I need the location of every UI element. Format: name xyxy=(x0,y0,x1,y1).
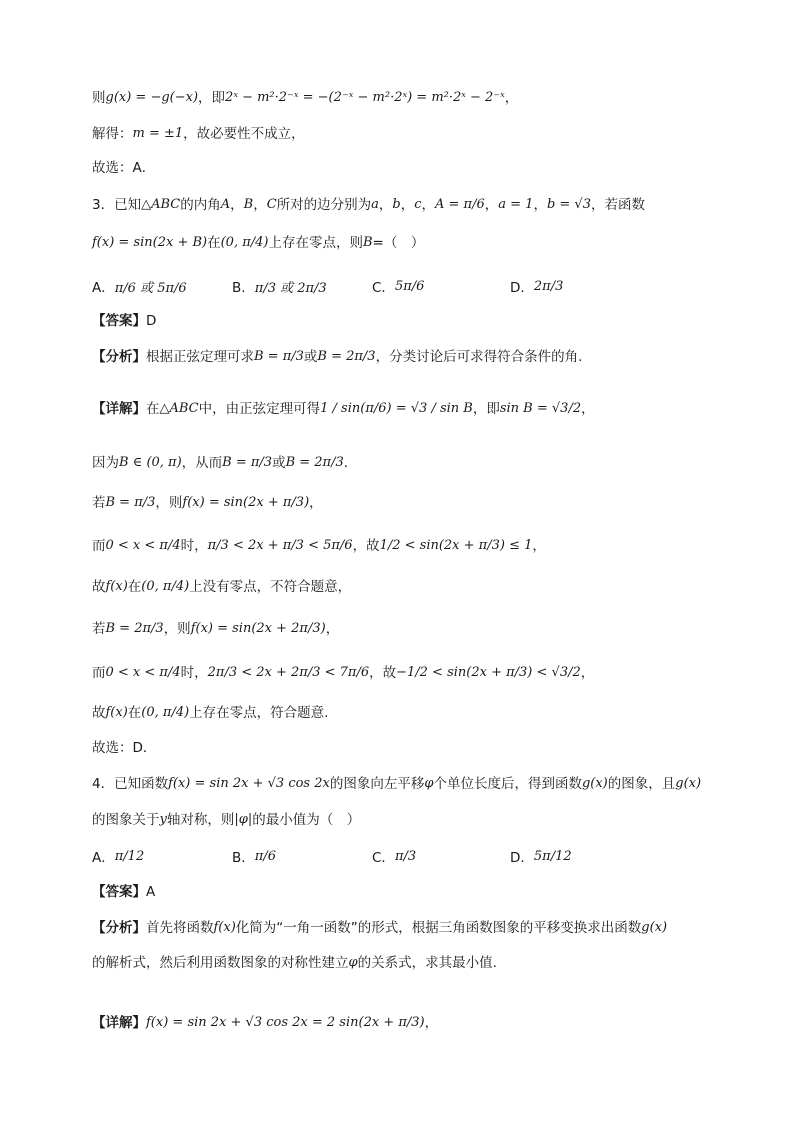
text-line-l9 xyxy=(92,399,754,419)
math-expression: φ xyxy=(424,776,434,791)
text-segment: ， xyxy=(253,197,267,213)
text-line-l10 xyxy=(92,453,754,473)
math-expression: m = ±1 xyxy=(132,126,184,141)
text-segment: ， xyxy=(230,197,244,213)
section-tag: 【详解】 xyxy=(92,401,146,417)
text-line-l4 xyxy=(92,195,754,215)
text-segment: 轴对称，则 xyxy=(166,812,235,828)
text-segment: 在 xyxy=(207,235,221,251)
section-tag: 【答案】 xyxy=(92,313,146,329)
text-segment: ，故 xyxy=(352,538,380,554)
text-segment: ， xyxy=(309,495,323,511)
text-segment: ． xyxy=(343,455,358,471)
math-expression: f(x) xyxy=(105,579,128,594)
text-segment: ， xyxy=(325,621,340,637)
text-segment: =（ ） xyxy=(372,235,425,251)
math-expression: π/3 < 2x + π/3 < 5π/6 xyxy=(207,538,353,553)
text-line-l17 xyxy=(92,738,754,758)
text-line-l15 xyxy=(92,663,754,683)
text-line-l3 xyxy=(92,158,754,178)
text-segment: ，若函数 xyxy=(591,197,645,213)
option-value: π/3 xyxy=(394,848,417,864)
text-line-l11 xyxy=(92,493,754,513)
option-label: C． xyxy=(372,850,395,866)
text-segment: 上存在零点，则 xyxy=(268,235,363,251)
text-segment: 而 xyxy=(92,665,106,681)
text-segment: D xyxy=(146,313,157,329)
text-segment: 的解析式，然后利用函数图象的对称性建立 xyxy=(92,955,349,971)
math-expression: a = 1 xyxy=(498,197,534,212)
math-expression: 2ˣ − m²·2⁻ˣ = −(2⁻ˣ − m²·2ˣ) = m²·2ˣ − 2⁻ˣ xyxy=(225,90,505,105)
text-line-l2 xyxy=(92,124,754,144)
math-expression: φ xyxy=(348,955,358,970)
text-segment: ，故 xyxy=(369,665,397,681)
math-expression: C xyxy=(266,197,277,212)
text-segment: ，即 xyxy=(198,90,226,106)
text-segment: 故 xyxy=(92,705,106,721)
math-expression: a xyxy=(371,197,379,212)
math-expression: B = 2π/3 xyxy=(105,621,164,636)
math-expression: f(x) = sin(2x + π/3) xyxy=(182,495,310,510)
text-segment: 则 xyxy=(92,90,106,106)
text-line-l13 xyxy=(92,577,754,597)
text-segment: ， xyxy=(504,90,519,106)
text-segment: 而 xyxy=(92,538,106,554)
math-expression: y xyxy=(159,812,167,827)
text-segment: 上没有零点，不符合题意， xyxy=(189,579,352,595)
text-segment: 故选：A． xyxy=(92,160,156,176)
math-expression: B ∈ (0, π) xyxy=(119,455,182,470)
text-segment: ， xyxy=(580,665,595,681)
math-expression: A = π/6 xyxy=(435,197,485,212)
text-segment: 时， xyxy=(180,538,208,554)
text-line-l18 xyxy=(92,774,754,794)
text-line-l23 xyxy=(92,953,754,973)
text-segment: ，故必要性不成立， xyxy=(183,126,305,142)
text-segment: 上存在零点，符合题意. xyxy=(189,705,329,721)
text-segment: 若 xyxy=(92,495,106,511)
math-expression: g(x) = −g(−x) xyxy=(105,90,199,105)
math-expression: −1/2 < sin(2x + π/3) < √3/2 xyxy=(396,665,581,680)
math-expression: f(x) = sin(2x + 2π/3) xyxy=(190,621,326,636)
math-expression: B = π/3 xyxy=(254,349,304,364)
text-segment: ， xyxy=(532,538,546,554)
text-segment: 的最小值为（ ） xyxy=(252,812,361,828)
text-segment: 故 xyxy=(92,579,106,595)
option-label: A． xyxy=(92,280,115,296)
text-segment: 所对的边分别为 xyxy=(276,197,372,213)
math-expression: |φ| xyxy=(234,812,253,827)
text-segment: ， xyxy=(533,197,547,213)
math-expression: f(x) xyxy=(213,920,236,935)
text-segment: 在 xyxy=(127,579,142,595)
text-segment: 的图象关于 xyxy=(92,812,160,828)
text-segment: 4．已知函数 xyxy=(92,776,169,792)
math-expression: f(x) xyxy=(105,705,128,720)
options_q4-option-3 xyxy=(510,846,572,866)
text-segment: ， xyxy=(484,197,499,213)
math-expression: g(x) xyxy=(641,920,668,935)
options_q4-option-2 xyxy=(372,846,416,866)
math-expression: g(x) xyxy=(675,776,702,791)
text-segment: ， xyxy=(400,197,415,213)
math-expression: f(x) = sin(2x + B) xyxy=(92,235,208,250)
text-segment: ，即 xyxy=(472,401,500,417)
text-segment: 个单位长度后，得到函数 xyxy=(433,776,582,792)
math-expression: B = 2π/3 xyxy=(317,349,376,364)
section-tag: 【答案】 xyxy=(92,884,146,900)
option-value: π/12 xyxy=(114,848,145,864)
text-line-l7 xyxy=(92,311,754,331)
math-expression: b = √3 xyxy=(546,197,591,212)
text-segment: ，则 xyxy=(155,495,183,511)
text-segment: 在 xyxy=(146,401,160,417)
option-value: 5π/6 xyxy=(394,278,425,294)
option-label: D． xyxy=(510,850,534,866)
math-expression: △ABC xyxy=(159,401,199,416)
math-expression: B xyxy=(362,235,373,250)
text-segment: ， xyxy=(581,401,595,417)
math-expression: f(x) = sin 2x + √3 cos 2x xyxy=(168,776,330,791)
option-label: B． xyxy=(232,850,255,866)
text-segment: ， xyxy=(378,197,393,213)
text-segment: 时， xyxy=(180,665,208,681)
option-label: D． xyxy=(510,280,534,296)
section-tag: 【分析】 xyxy=(92,920,146,936)
text-segment: A xyxy=(146,884,156,900)
text-line-l8 xyxy=(92,347,754,367)
text-segment: 化简为“一角一函数”的形式，根据三角函数图象的平移变换求出函数 xyxy=(235,920,642,936)
text-segment: 若 xyxy=(92,621,106,637)
text-segment: 根据正弦定理可求 xyxy=(146,349,254,365)
option-label: A． xyxy=(92,850,115,866)
text-line-l12 xyxy=(92,536,754,556)
math-expression: 0 < x < π/4 xyxy=(105,538,181,553)
text-line-l16 xyxy=(92,703,754,723)
math-expression: f(x) = sin 2x + √3 cos 2x = 2 sin(2x + π/3) xyxy=(146,1015,425,1030)
text-line-l19 xyxy=(92,810,754,830)
text-segment: ，分类讨论后可求得符合条件的角. xyxy=(375,349,583,365)
text-line-l14 xyxy=(92,619,754,639)
option-label: C． xyxy=(372,280,395,296)
option-value: π/3 或 2π/3 xyxy=(254,280,327,296)
text-segment: 在 xyxy=(127,705,142,721)
text-segment: 的内角 xyxy=(180,197,221,213)
math-expression: A xyxy=(220,197,231,212)
math-expression: 1 / sin(π/6) = √3 / sin B xyxy=(320,401,473,416)
math-expression: 0 < x < π/4 xyxy=(105,665,181,680)
option-value: 5π/12 xyxy=(533,848,572,864)
text-line-l22 xyxy=(92,918,754,938)
math-expression: B = 2π/3 xyxy=(285,455,344,470)
text-segment: ， xyxy=(421,197,436,213)
math-expression: 2π/3 < 2x + 2π/3 < 7π/6 xyxy=(207,665,370,680)
math-expression: B = π/3 xyxy=(105,495,156,510)
text-line-l21 xyxy=(92,882,754,902)
option-label: B． xyxy=(232,280,255,296)
option-value: π/6 或 5π/6 xyxy=(114,280,187,296)
math-expression: sin B = √3/2 xyxy=(499,401,582,416)
text-segment: 首先将函数 xyxy=(146,920,214,936)
text-segment: 因为 xyxy=(92,455,119,471)
options_q4-option-1 xyxy=(232,846,276,866)
section-tag: 【详解】 xyxy=(92,1015,146,1031)
math-expression: (0, π/4) xyxy=(220,235,269,250)
text-segment: ，则 xyxy=(163,621,191,637)
math-expression: (0, π/4) xyxy=(141,579,190,594)
math-expression: 1/2 < sin(2x + π/3) ≤ 1 xyxy=(379,538,533,553)
section-tag: 【分析】 xyxy=(92,349,146,365)
option-value: 2π/3 xyxy=(533,278,564,294)
math-expression: g(x) xyxy=(581,776,608,791)
text-segment: 中，由正弦定理可得 xyxy=(198,401,321,417)
options_q4-option-0 xyxy=(92,846,144,866)
math-expression: c xyxy=(414,197,422,212)
option-value: π/6 xyxy=(254,848,276,864)
options_q3-option-3 xyxy=(510,276,563,296)
options_q3-option-0 xyxy=(92,276,187,296)
math-expression: (0, π/4) xyxy=(141,705,190,720)
text-segment: ， xyxy=(424,1015,439,1031)
text-segment: 3．已知 xyxy=(92,197,142,213)
text-line-l1 xyxy=(92,88,754,108)
math-expression: △ABC xyxy=(141,197,181,212)
text-segment: 的图象向左平移 xyxy=(329,776,425,792)
text-segment: ，从而 xyxy=(181,455,223,471)
text-segment: 的图象，且 xyxy=(607,776,676,792)
options_q3-option-2 xyxy=(372,276,424,296)
math-expression: b xyxy=(392,197,401,212)
text-line-l5 xyxy=(92,233,754,253)
text-line-l24 xyxy=(92,1013,754,1033)
math-expression: B = π/3 xyxy=(222,455,273,470)
text-segment: 的关系式，求其最小值. xyxy=(357,955,497,971)
text-segment: 或 xyxy=(303,349,318,365)
text-segment: 解得： xyxy=(92,126,133,142)
text-segment: 或 xyxy=(272,455,286,471)
options_q3-option-1 xyxy=(232,276,327,296)
text-segment: 故选：D． xyxy=(92,740,157,756)
math-expression: B xyxy=(243,197,254,212)
